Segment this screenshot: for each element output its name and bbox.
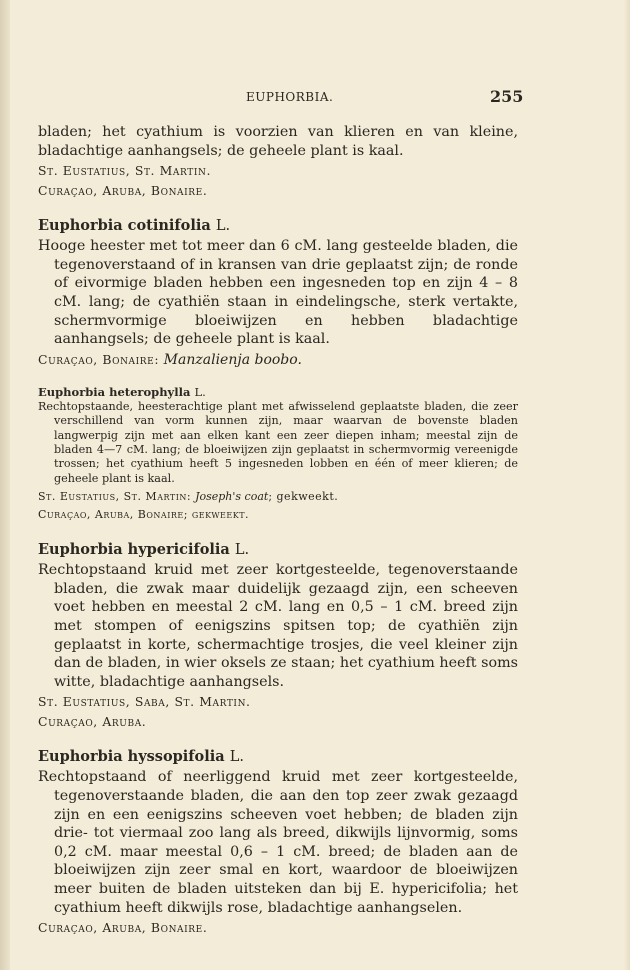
page-binding-edge — [0, 0, 10, 970]
species-name: Euphorbia heterophylla — [38, 384, 191, 399]
species-heading-hypericifolia — [38, 541, 518, 559]
species-heading-cotinifolia — [38, 217, 518, 235]
locality-cotinifolia — [38, 349, 518, 371]
page-number: 255 — [490, 87, 524, 106]
intro-locality-1: St. Eustatius, St. Martin. — [38, 163, 212, 179]
description-heterophylla: Rechtopstaande, heesterachtige plant met afwisselend geplaatste bladen, die zeer verschillend van vorm kunnen zijn, maar waarvan de bovenste bladen langwerpig zijn met aan elken kant een zeer diepen inham; meestal zijn de bladen 4—7 cM. lang; de bloeiwijzen zijn geplaatst in schermvormig vereenigde trossen; het cyathium heeft 5 ingesneden lobben en één of meer klieren; de geheele plant is kaal. — [38, 399, 518, 485]
locality-suffix: ; gekweekt. — [268, 490, 339, 504]
page-outer-edge — [624, 0, 630, 970]
page-body — [38, 123, 518, 939]
species-name: Euphorbia hypericifolia — [38, 541, 230, 559]
species-author: L. — [215, 218, 231, 235]
intro-paragraph: bladen; het cyathium is voorzien van klieren en van kleine, bladachtige aanhangsels; de geheele plant is kaal. — [38, 124, 518, 159]
species-heading-hyssopifolia — [38, 748, 518, 766]
species-name: Euphorbia hyssopifolia — [38, 748, 225, 766]
running-header: EUPHORBIA. — [246, 90, 334, 104]
description-hyssopifolia: Rechtopstaand of neerliggend kruid met zeer kortgesteelde, tegenoverstaande bladen, die aan den top zeer zwak gezaagd zijn en een eenigszins scheeven voet hebben; de bladen zijn drie- tot viermaal zoo lang als breed, dikwijls lijnvormig, soms 0,2 cM. maar meestal 0,6 – 1 cM. breed; de bladen aan de bloeiwijzen zijn zeer smal en kort, waardoor de bloeiwijzen meer buiten de bladen uitsteken dan bij E. hypericifolia; het cyathium heeft dikwijls rose, bladachtige aanhangselen. — [38, 769, 518, 916]
species-name: Euphorbia cotinifolia — [38, 217, 211, 235]
species-author: L. — [234, 542, 250, 559]
vernacular-name: Manzalienja boobo. — [163, 351, 302, 368]
locality-heterophylla-2: Curaçao, Aruba, Bonaire; gekweekt. — [38, 508, 250, 522]
locality-hypericifolia-1: St. Eustatius, Saba, St. Martin. — [38, 694, 251, 710]
locality-hyssopifolia: Curaçao, Aruba, Bonaire. — [38, 920, 208, 936]
intro-locality-2: Curaçao, Aruba, Bonaire. — [38, 183, 208, 199]
locality-prefix: Curaçao, Bonaire: — [38, 351, 160, 367]
locality-prefix: St. Eustatius, St. Martin: — [38, 490, 192, 504]
description-hypericifolia: Rechtopstaand kruid met zeer kortgesteelde, tegenoverstaande bladen, die zwak maar duidelijk gezaagd zijn, een scheeven voet hebben en meestal 2 cM. lang en 0,5 – 1 cM. breed zijn met stompen of eenigszins spitsen top; de cyathiën zijn geplaatst in korte, schermachtige trosjes, die veel kleiner zijn dan de bladen, in wier oksels ze staan; het cyathium heeft soms witte, bladachtige aanhangsels. — [38, 562, 518, 690]
species-heading-heterophylla — [38, 385, 518, 400]
locality-heterophylla-1 — [38, 488, 518, 506]
description-cotinifolia: Hooge heester met tot meer dan 6 cM. lang gesteelde bladen, die tegenoverstaand of in kransen van drie geplaatst zijn; de ronde of eivormige bladen hebben een ingesneden top en zijn 4 – 8 cM. lang; de cyathiën staan in eindelingsche, sterk vertakte, schermvormige bloeiwijzen en hebben bladachtige aanhangsels; de geheele plant is kaal. — [38, 238, 518, 348]
species-author: L. — [229, 749, 244, 766]
locality-hypericifolia-2: Curaçao, Aruba. — [38, 714, 147, 730]
species-author: L. — [194, 384, 206, 399]
vernacular-name: Joseph's coat — [195, 490, 269, 504]
